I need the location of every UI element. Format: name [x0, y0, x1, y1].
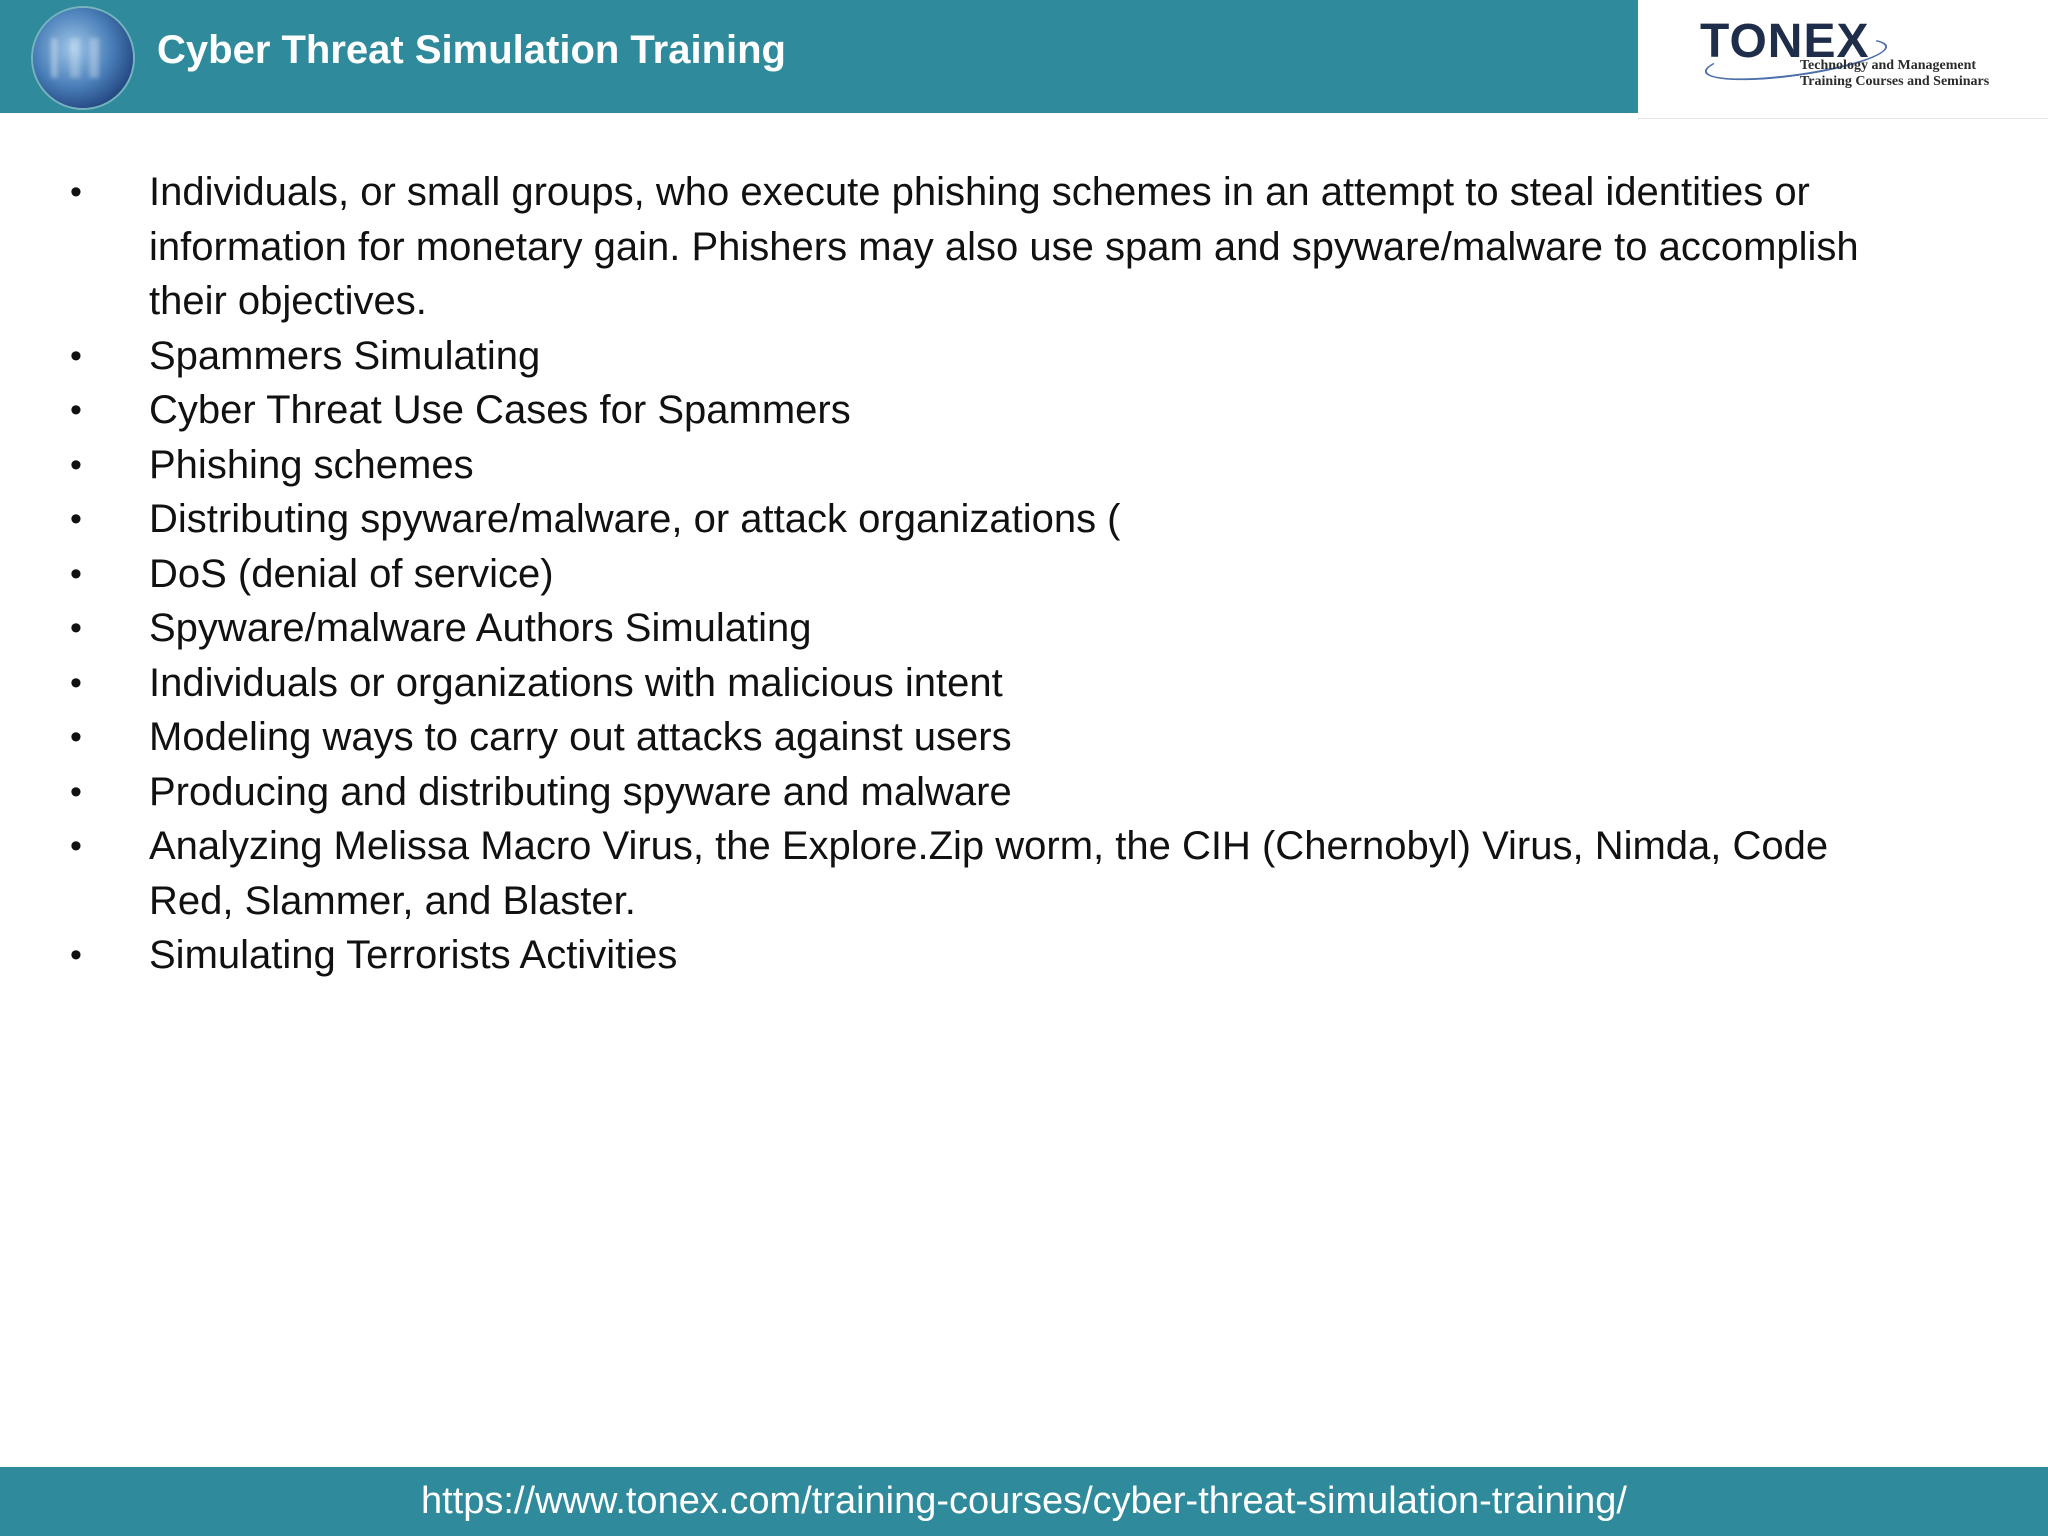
bullet-text: Spammers Simulating — [149, 333, 541, 378]
bullet-item — [70, 329, 1869, 384]
bullet-icon: • — [70, 173, 82, 211]
bullet-text: Individuals, or small groups, who execute phishing schemes in an attempt to steal identities or information for monetary gain. Phishers may also use spam and spyware/malware to accomplish their objectives. — [149, 170, 1859, 323]
bullet-text: Individuals or organizations with malicious intent — [149, 660, 1003, 705]
bullet-item — [70, 383, 1869, 438]
bullet-item — [70, 438, 1869, 493]
bullet-text: Cyber Threat Use Cases for Spammers — [149, 388, 851, 432]
bullet-text: Phishing schemes — [149, 442, 474, 487]
brand-tagline-line-1: Technology and Management — [1800, 58, 1977, 73]
bullet-text: Producing and distributing spyware and malware — [149, 769, 1012, 814]
tonex-logo — [1700, 14, 2000, 100]
header-bar — [0, 0, 1638, 113]
bullet-icon: • — [70, 609, 82, 647]
page-title: Cyber Threat Simulation Training — [157, 28, 786, 72]
bullet-item — [70, 765, 1869, 820]
bullet-text: Analyzing Melissa Macro Virus, the Explore.Zip worm, the CIH (Chernobyl) Virus, Nimda, Code Red, Slammer, and Blaster. — [149, 824, 1829, 923]
bullet-item — [70, 547, 1869, 602]
brand-wordmark: TONEX — [1700, 15, 1870, 68]
bullet-text: Simulating Terrorists Activities — [149, 933, 678, 977]
bullet-item — [70, 165, 1869, 329]
bullet-item — [70, 492, 1869, 547]
bullet-icon: • — [70, 663, 82, 702]
bullet-item — [70, 819, 1869, 928]
bullet-icon: • — [70, 445, 82, 484]
footer-bar — [0, 1467, 2048, 1536]
bullet-icon: • — [70, 936, 82, 974]
bullet-item — [70, 928, 1869, 983]
bullet-icon: • — [70, 336, 82, 375]
bullet-icon: • — [70, 827, 82, 865]
brand-tagline — [1800, 58, 1989, 90]
bullet-item — [70, 601, 1869, 656]
brand-tagline-line-2: Training Courses and Seminars — [1800, 74, 1990, 89]
bullet-list — [70, 165, 1970, 983]
bullet-icon: • — [70, 772, 82, 811]
bullet-item — [70, 656, 1869, 711]
globe-cyber-icon — [33, 8, 133, 108]
bullet-text: Spyware/malware Authors Simulating — [149, 606, 812, 650]
footer-url-link[interactable]: https://www.tonex.com/training-courses/cyber-threat-simulation-training/ — [421, 1480, 1627, 1522]
bullet-icon: • — [70, 718, 82, 756]
bullet-text: Modeling ways to carry out attacks against users — [149, 715, 1012, 759]
bullet-text: Distributing spyware/malware, or attack organizations ( — [149, 497, 1121, 541]
bullet-item — [70, 710, 1869, 765]
bullet-icon: • — [70, 500, 82, 538]
bullet-text: DoS (denial of service) — [149, 551, 554, 596]
bullet-icon: • — [70, 391, 82, 429]
slide-content — [70, 165, 1970, 983]
bullet-icon: • — [70, 554, 82, 593]
